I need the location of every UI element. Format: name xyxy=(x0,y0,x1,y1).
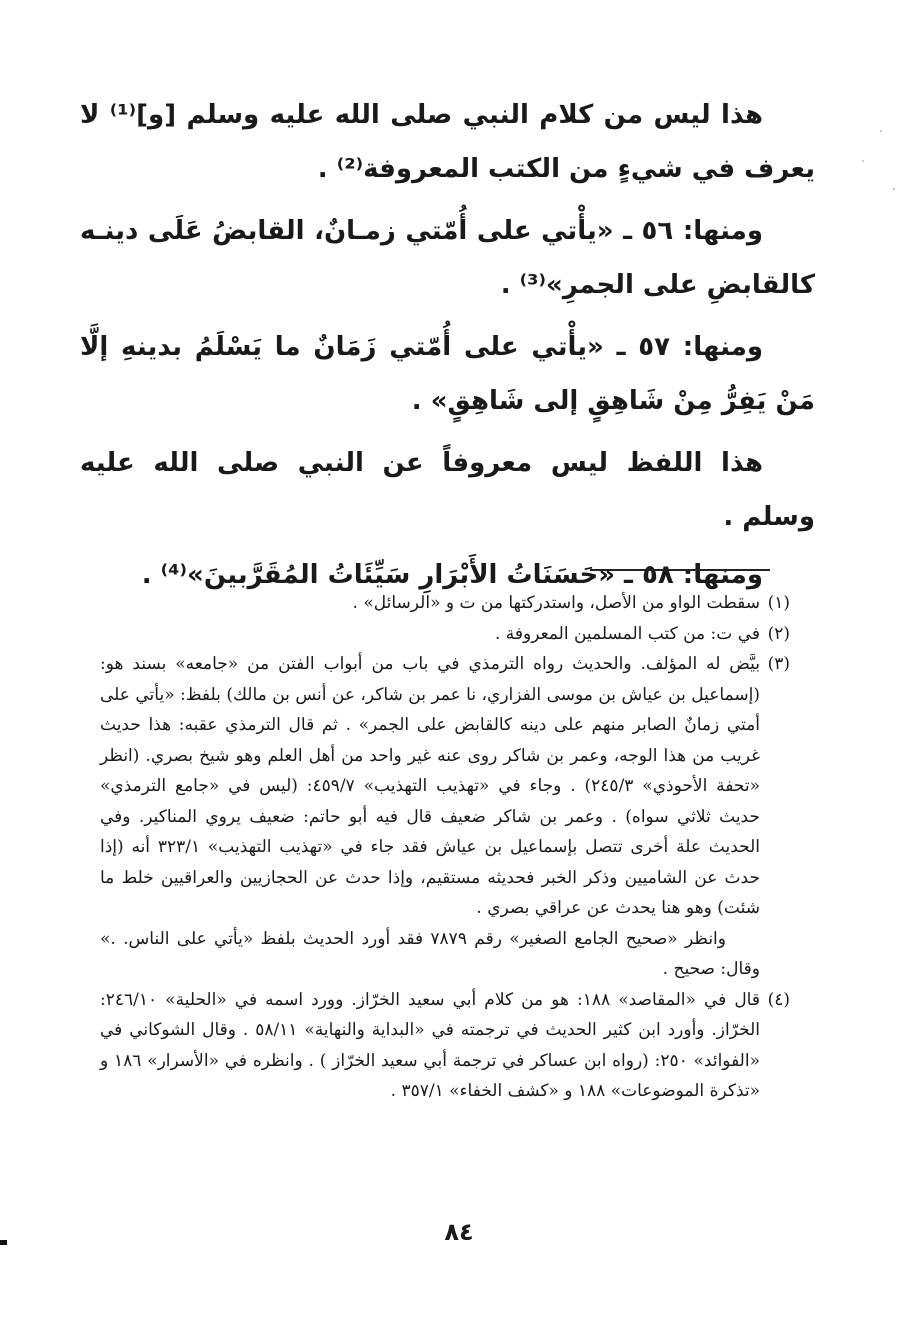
footnote-text: بيَّض له المؤلف. والحديث رواه الترمذي في باب من أبواب الفتن من «جامعه» بسند هو: (إسماعيل بن عياش بن موسى الفزاري، نا عمر بن شاكر، عن أنس بن مالك) بلفظ: «يأتي على أمتي زمانٌ الصابر منهم على دينه كالقابض على الجمر» . ثم قال الترمذي عقبه: هذا حديث غريب من هذا الوجه، وعمر بن شاكر روى عنه غير واحد من أهل العلم وهو شيخ بصري. (انظر «تحفة الأحوذي» ٢٤٥/٣) . وجاء في «تهذيب التهذيب» ٤٥٩/٧: (ليس في «جامع الترمذي» حديث ثلاثي سواه) . وعمر بن شاكر ضعيف قال فيه أبو حاتم: ضعيف يروي المناكير. وفي الحديث علة أخرى تتصل بإسماعيل بن عياش فقد جاء في «تهذيب التهذيب» ٣٢٣/١ أنه (إذا حدث عن الشاميين وذكر الخبر فحديثه مستقيم، وإذا حدث عن الحجازيين والعراقيين خلط ما شئت) وهو هنا يحدث عن عراقي بصري . xyxy=(100,654,760,918)
footnote-continuation: وانظر «صحيح الجامع الصغير» رقم ٧٨٧٩ فقد أورد الحديث بلفظ «يأتي على الناس. .» وقال: صحيح . xyxy=(100,928,760,979)
scan-speck xyxy=(893,188,895,190)
footnote-number: (٢) xyxy=(767,623,790,644)
main-paragraph-1: هذا ليس من كلام النبي صلى الله عليه وسلم [و]⁽¹⁾ لا يعرف في شيءٍ من الكتب المعروفة⁽²⁾ . xyxy=(80,100,815,184)
scan-speck xyxy=(862,160,864,162)
main-paragraph-5: ومنها: ٥٨ ـ «حَسَنَاتُ الأَبْرَارِ سَيِّئَاتُ المُقَرَّبينَ»⁽⁴⁾ . xyxy=(141,560,763,590)
footnote-3 xyxy=(100,649,790,985)
main-paragraph-2: ومنها: ٥٦ ـ «يأْتي على أُمّتي زمـانٌ، القابضُ عَلَى دينـه كالقابضِ على الجمرِ»⁽³⁾ . xyxy=(80,216,815,300)
footnote-text: في ت: من كتب المسلمين المعروفة . xyxy=(494,623,760,644)
footnote-separator xyxy=(590,569,770,571)
footnote-4 xyxy=(100,985,790,1107)
main-text-body xyxy=(80,88,815,610)
footnote-number: (١) xyxy=(767,593,790,613)
footnote-text: سقطت الواو من الأصل، واستدركتها من ت و «الرسائل» . xyxy=(352,593,760,613)
footnotes-section xyxy=(100,588,790,1107)
footnote-number: (٤) xyxy=(767,989,790,1010)
footnote-text: قال في «المقاصد» ١٨٨: هو من كلام أبي سعيد الخرّاز. وورد اسمه في «الحلية» ٢٤٦/١٠: الخرّاز. وأورد ابن كثير الحديث في ترجمته في «البداية والنهاية» ٥٨/١١ . وقال الشوكاني في «الفوائد» ٢٥٠: (رواه ابن عساكر في ترجمة أبي سعيد الخرّاز ) . وانظره في «الأسرار» ١٨٦ و «تذكرة الموضوعات» ١٨٨ و «كشف الخفاء» ٣٥٧/١ . xyxy=(100,989,760,1101)
footnote-1 xyxy=(100,588,790,619)
scan-edge-mark xyxy=(0,1240,7,1245)
main-paragraph-3: ومنها: ٥٧ ـ «يأْتي على أُمّتي زَمَانٌ ما يَسْلَمُ بدينهِ إلَّا مَنْ يَفِرُّ مِنْ شَاهِقٍ إلى شَاهِقٍ» . xyxy=(80,332,815,416)
footnote-number: (٣) xyxy=(767,654,790,674)
main-paragraph-4: هذا اللفظ ليس معروفاً عن النبي صلى الله عليه وسلم . xyxy=(80,448,815,532)
page-number: ٨٤ xyxy=(444,1218,474,1246)
footnote-2 xyxy=(100,619,790,650)
scan-speck xyxy=(880,130,882,132)
